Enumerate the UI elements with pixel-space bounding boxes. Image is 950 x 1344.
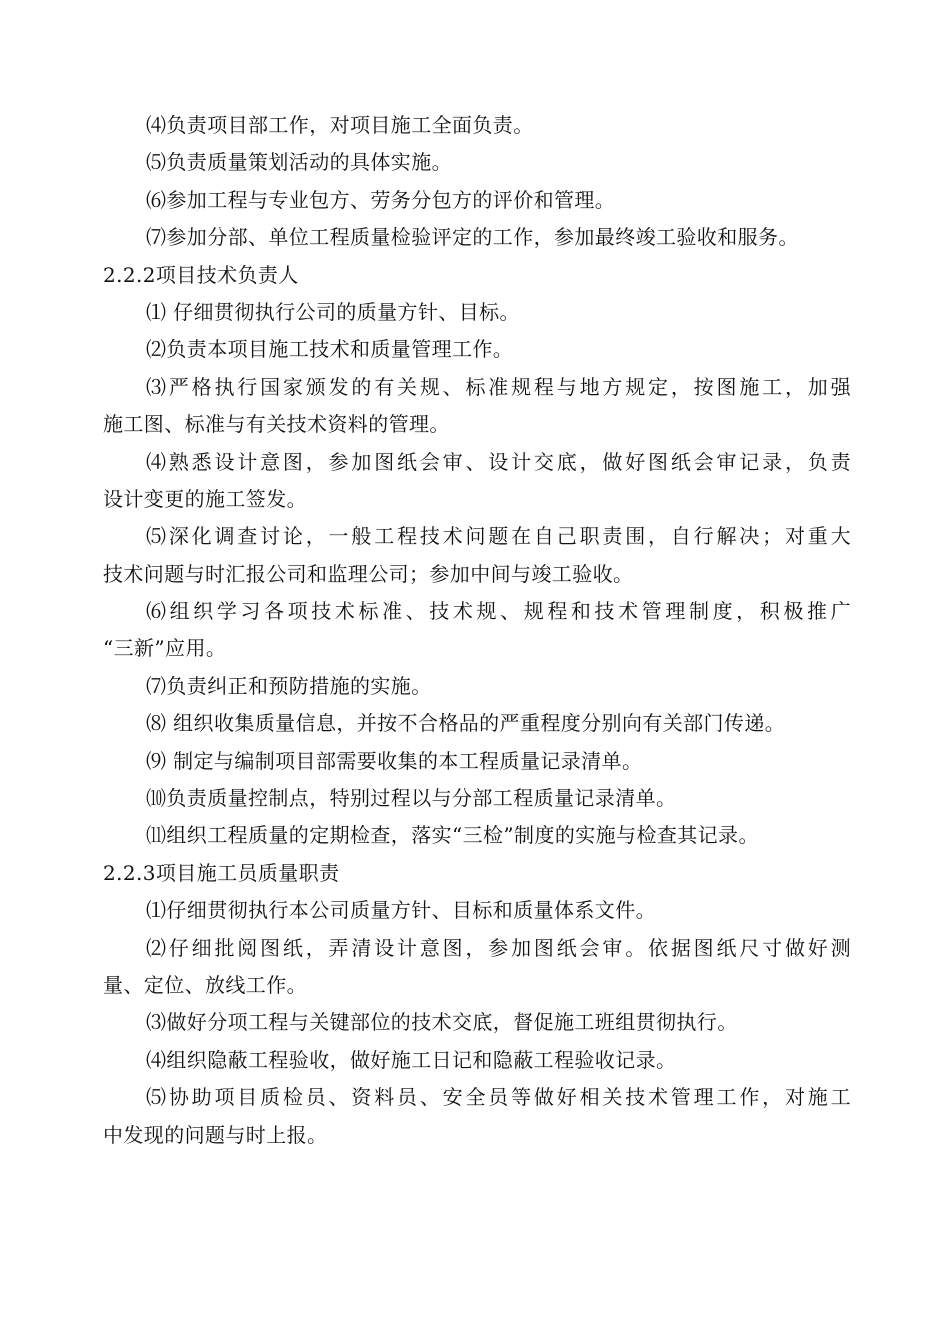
section-heading: 2.2.2项目技术负责人 xyxy=(103,262,299,287)
list-item: ⑻ 组织收集质量信息，并按不合格品的严重程度分别向有关部门传递。 xyxy=(146,711,786,736)
list-item-continuation: “三新”应用。 xyxy=(103,636,227,661)
list-item-continuation: 技术问题与时汇报公司和监理公司；参加中间与竣工验收。 xyxy=(103,561,634,586)
list-item: ⑹组织学习各项技术标准、技术规、规程和技术管理制度，积极推广 xyxy=(146,599,851,624)
list-item-continuation: 设计变更的施工签发。 xyxy=(103,486,307,511)
list-item: ⑺负责纠正和预防措施的实施。 xyxy=(146,673,432,698)
list-item: ⑶做好分项工程与关键部位的技术交底，督促施工班组贯彻执行。 xyxy=(146,1010,738,1035)
list-item: ⑵负责本项目施工技术和质量管理工作。 xyxy=(146,337,514,362)
list-item-continuation: 施工图、标准与有关技术资料的管理。 xyxy=(103,412,450,437)
list-item: ⑸负责质量策划活动的具体实施。 xyxy=(146,150,452,175)
list-item-continuation: 中发现的问题与时上报。 xyxy=(103,1122,328,1147)
document-body xyxy=(103,107,851,1154)
list-item: ⑸深化调查讨论，一般工程技术问题在自己职责围，自行解决；对重大 xyxy=(146,524,851,549)
list-item: ⑽负责质量控制点，特别过程以与分部工程质量记录清单。 xyxy=(146,786,677,811)
list-item: ⑷组织隐蔽工程验收，做好施工日记和隐蔽工程验收记录。 xyxy=(146,1047,677,1072)
list-item: ⑷负责项目部工作，对项目施工全面负责。 xyxy=(146,113,534,137)
list-item: ⑹参加工程与专业包方、劳务分包方的评价和管理。 xyxy=(146,187,616,212)
list-item: ⑶严格执行国家颁发的有关规、标准规程与地方规定，按图施工，加强 xyxy=(146,374,851,399)
list-item: ⑷熟悉设计意图，参加图纸会审、设计交底，做好图纸会审记录，负责 xyxy=(146,449,851,474)
list-item: ⑵仔细批阅图纸，弄清设计意图，参加图纸会审。依据图纸尺寸做好测 xyxy=(146,935,851,960)
list-item: ⑸协助项目质检员、资料员、安全员等做好相关技术管理工作，对施工 xyxy=(146,1085,851,1110)
list-item: ⑴ 仔细贯彻执行公司的质量方针、目标。 xyxy=(146,299,520,324)
section-heading: 2.2.3项目施工员质量职责 xyxy=(103,860,340,885)
list-item: ⑾组织工程质量的定期检查，落实“三检”制度的实施与检查其记录。 xyxy=(146,823,759,848)
list-item: ⑺参加分部、单位工程质量检验评定的工作，参加最终竣工验收和服务。 xyxy=(146,225,799,250)
list-item-continuation: 量、定位、放线工作。 xyxy=(103,972,307,997)
list-item: ⑼ 制定与编制项目部需要收集的本工程质量记录清单。 xyxy=(146,748,643,773)
list-item: ⑴仔细贯彻执行本公司质量方针、目标和质量体系文件。 xyxy=(146,898,656,923)
